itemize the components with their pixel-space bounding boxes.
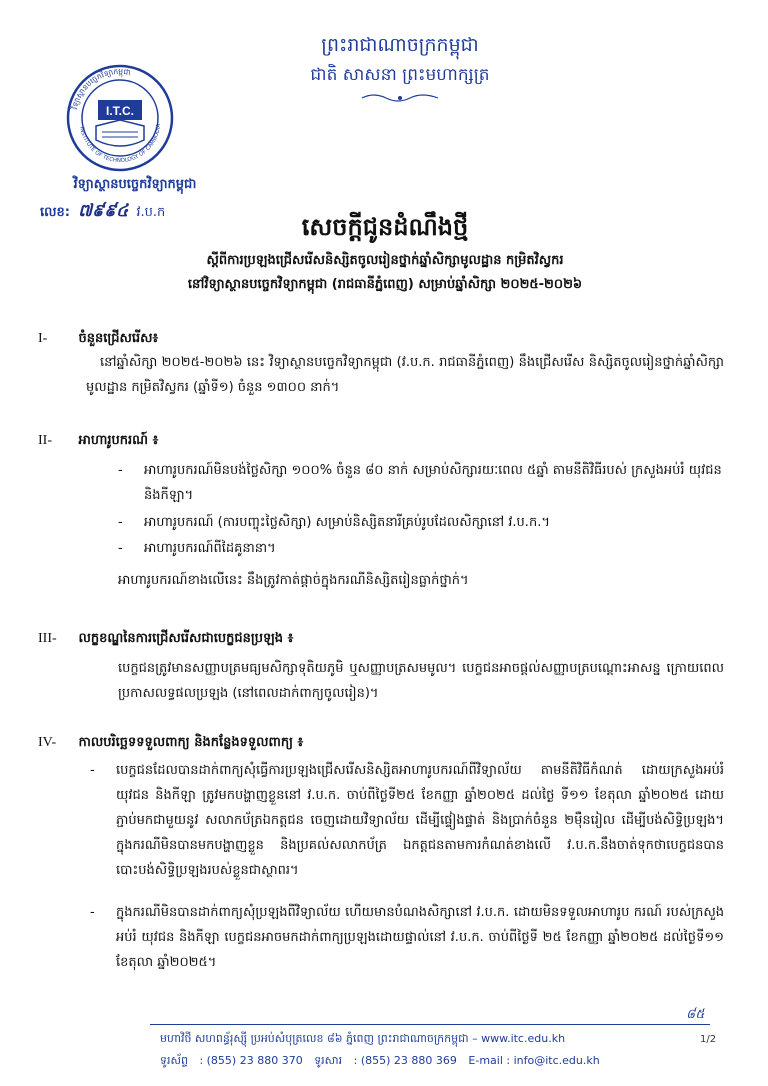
dash-bullet-icon: -	[118, 463, 123, 478]
fax-label: ទូរសារ	[314, 1054, 343, 1067]
phone-label: ទូរស័ព្ទ	[160, 1054, 188, 1067]
list-item: - អាហារូបករណ៍ (ការបញ្ចុះថ្លៃសិក្សា) សម្រាប់និស្សិតនារីគ្រប់រូបដែលសិក្សានៅ វ.ប.ក.។	[144, 510, 724, 535]
dash-bullet-icon: -	[90, 763, 95, 778]
dash-bullet-icon: -	[118, 515, 123, 530]
svg-text:វិទ្យាស្ថានបច្ចេកវិទ្យាកម្ពុជា: វិទ្យាស្ថានបច្ចេកវិទ្យាកម្ពុជា	[69, 66, 132, 111]
svg-text:INSTITUTE OF TECHNOLOGY OF CAM: INSTITUTE OF TECHNOLOGY OF CAMBODIA	[78, 123, 162, 165]
svg-text:I.T.C.: I.T.C.	[105, 104, 135, 118]
section-heading-3: III- លក្ខខណ្ឌនៃការជ្រើសរើសជាបេក្ខជនប្រឡង ៖	[38, 631, 294, 646]
phone-number: : (855) 23 880 370	[199, 1054, 303, 1067]
fax-number: : (855) 23 880 369	[353, 1054, 457, 1067]
section-heading-2: II- អាហារូបករណ៍ ៖	[38, 433, 159, 448]
handwritten-page-mark: ៨៥	[686, 1007, 705, 1022]
reference-suffix: វ.ប.ក	[136, 205, 166, 220]
scholarship-note: អាហារូបករណ៍ខាងលើនេះ នឹងត្រូវកាត់ផ្តាច់ក្នុងករណីនិស្សិតរៀនធ្លាក់ថ្នាក់។	[118, 573, 469, 588]
subtitle-line-1: ស្តីពីការប្រឡងជ្រើសរើសនិស្សិតចូលរៀនថ្នាក់ឆ្នាំសិក្សាមូលដ្ឋាន កម្រិតវិស្វករ	[206, 253, 564, 268]
reference-label: លេខ:	[40, 205, 70, 220]
reference-handwritten-number: ៧៩៩៤	[78, 201, 129, 221]
list-item: - អាហារូបករណ៍មិនបង់ថ្លៃសិក្សា ១០០% ចំនួន ៨០ នាក់ សម្រាប់សិក្សារយៈពេល ៥ឆ្នាំ តាមនីតិវិធីរបស់ ក្រសួងអប់រំ យុវជន និងកីឡា។	[144, 458, 724, 508]
page-number: 1/2	[700, 1034, 717, 1045]
list-item: - ក្នុងករណីមិនបានដាក់ពាក្យសុំប្រឡងពីវិទ្យាល័យ ហើយមានបំណងសិក្សានៅ វ.ប.ក. ដោយមិនទទួលអាហារូប ករណ៍ របស់ក្រសួងអប់រំ យុវជន និងកីឡា បេក្ខជនអាចមកដាក់ពាក្យប្រឡងដោយផ្ទាល់នៅ វ.ប.ក. ចាប់ពីថ្ងៃទី ២៥ ខែកញ្ញា ឆ្នាំ២០២៥ ដល់ថ្ងៃទី១១ ខែតុលា ឆ្នាំ២០២៥។	[116, 900, 724, 975]
dash-bullet-icon: -	[90, 905, 95, 920]
document-title: សេចក្តីជូនដំណឹងថ្មី	[301, 213, 469, 241]
footer-divider	[150, 1024, 710, 1025]
list-item: - អាហារូបករណ៍ពីដៃគូនានា។	[144, 536, 724, 561]
ornament-flourish-icon	[360, 92, 440, 104]
section-3-paragraph: បេក្ខជនត្រូវមានសញ្ញាបត្រមធ្យមសិក្សាទុតិយភូមិ ឬសញ្ញាបត្រសមមូល។ បេក្ខជនអាចផ្តល់សញ្ញាបត្របណ្តោះអាសន្ន ក្រោយពេលប្រកាសលទ្ធផលប្រឡង (នៅពេលដាក់ពាក្យចូលរៀន)។	[118, 661, 724, 701]
itc-logo	[62, 62, 178, 174]
list-item: - បេក្ខជនដែលបានដាក់ពាក្យសុំធ្វើការប្រឡងជ្រើសរើសនិស្សិតអាហារូបករណ៍ពីវិទ្យាល័យ តាមនីតិវិធីកំណត់ ដោយក្រសួងអប់រំ យុវជន និងកីឡា ត្រូវមកបង្ហាញខ្លួននៅ វ.ប.ក. ចាប់ពីថ្ងៃទី២៥ ខែកញ្ញា ឆ្នាំ២០២៥ ដល់ថ្ងៃ ទី១១ ខែតុលា ឆ្នាំ២០២៥ ដោយភ្ជាប់មកជាមួយនូវ សលាកប័ត្រឯកត្តជន ចេញដោយវិទ្យាល័យ ដើម្បីផ្ទៀងផ្ទាត់ និងប្រាក់ចំនួន ២ម៉ឺនរៀល ដើម្បីបង់សិទ្ធិប្រឡង។ ក្នុងករណីមិនបានមកបង្ហាញខ្លួន និងប្រគល់សលាកប័ត្រ ឯកត្តជនតាមការកំណត់ខាងលើ វ.ប.ក.នឹងចាត់ទុកថាបេក្ខជនបានបោះបង់សិទ្ធិប្រឡងរបស់ខ្លួនជាស្ថាពរ។	[116, 758, 724, 883]
subtitle-line-2: នៅវិទ្យាស្ថានបច្ចេកវិទ្យាកម្ពុជា (រាជធានីភ្នំពេញ) សម្រាប់ឆ្នាំសិក្សា ២០២៥-២០២៦	[187, 277, 583, 292]
institution-name: វិទ្យាស្ថានបច្ចេកវិទ្យាកម្ពុជា	[73, 177, 197, 192]
national-motto: ជាតិ សាសនា ព្រះមហាក្សត្រ	[310, 65, 490, 85]
section-heading-1: I- ចំនួនជ្រើសរើស៖	[38, 331, 159, 346]
section-heading-4: IV- កាលបរិច្ឆេទទទួលពាក្យ និងកន្លែងទទួលពាក្យ ៖	[38, 735, 304, 750]
footer-contact	[160, 1054, 680, 1070]
footer-address: មហាវិថី សហពន្ធ័រុស្ស៊ី ប្រអប់សំបុត្រលេខ ៨៦ ភ្នំពេញ ព្រះរាជាណាចក្រកម្ពុជា – www.itc.edu.kh	[160, 1032, 566, 1045]
email-address: E-mail : info@itc.edu.kh	[468, 1054, 600, 1067]
section-1-paragraph: នៅឆ្នាំសិក្សា ២០២៥-២០២៦ នេះ វិទ្យាស្ថានបច្ចេកវិទ្យាកម្ពុជា (វ.ប.ក. រាជធានីភ្នំពេញ) នឹងជ្រើសរើស និស្សិតចូលរៀនថ្នាក់ឆ្នាំសិក្សាមូលដ្ឋាន កម្រិតវិស្វករ (ឆ្នាំទី១) ចំនួន ១៣០០ នាក់។	[86, 355, 724, 395]
kingdom-title: ព្រះរាជាណាចក្រកម្ពុជា	[321, 34, 479, 56]
dash-bullet-icon: -	[118, 541, 123, 556]
